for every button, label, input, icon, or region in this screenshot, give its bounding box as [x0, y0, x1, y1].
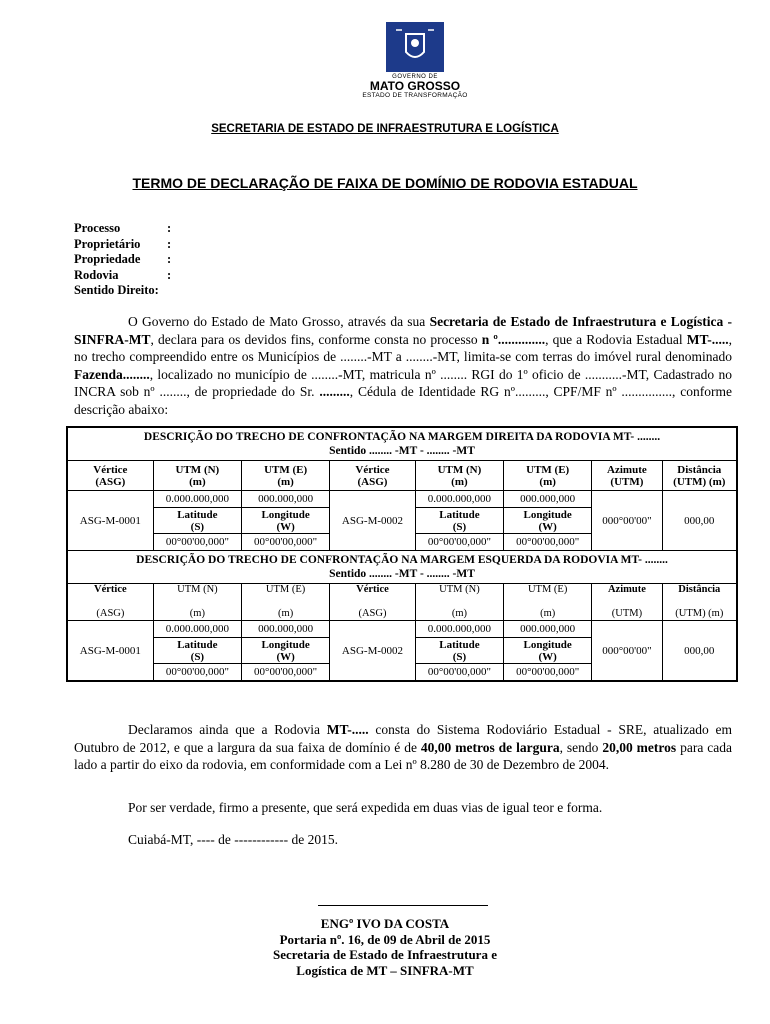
longitude-cell [504, 638, 592, 664]
th: Distância [677, 463, 722, 476]
th: (m) [189, 608, 205, 619]
col-distancia [662, 461, 737, 491]
declaration-paragraph [74, 313, 732, 418]
latitude-cell [415, 638, 503, 664]
coord-cell: 00°00'00,000" [153, 664, 241, 682]
th: (ASG) [358, 608, 387, 619]
cell-text: Latitude [177, 508, 218, 521]
field-processo [74, 221, 171, 237]
latitude-cell [415, 508, 503, 534]
cell-text: (W) [276, 650, 295, 663]
right-margin-header [67, 427, 737, 461]
logo-name: MATO GROSSO [369, 79, 461, 93]
field-sep: : [167, 236, 172, 251]
latitude-cell [153, 508, 241, 534]
col-utm-e [504, 461, 592, 491]
text: Declaramos ainda que a Rodovia [128, 722, 327, 737]
th: (m) [451, 608, 468, 619]
th: (UTM) (m) [673, 475, 726, 488]
closing-paragraph: Por ser verdade, firmo a presente, que será expedida em duas vias de igual teor e forma. [128, 800, 603, 815]
text: para cada lado a partir do eixo da rodovia, em conformidade com a Lei nº 8.280 de 30 de Dezembro de 2004. [74, 739, 732, 772]
field-propriedade [74, 252, 171, 268]
coord-cell: 00°00'00,000" [242, 534, 330, 551]
text: consta do Sistema Rodoviário Estadual - SRE, atualizado em Outubro de 2012, e que a largura da sua faixa de domínio é de [74, 722, 733, 755]
text-bold: Secretaria de Estado de Infraestrutura e Logística - SINFRA-MT [74, 314, 733, 347]
vertice-cell: ASG-M-0001 [67, 491, 153, 551]
text: , sendo [559, 739, 603, 755]
th: Distância [678, 584, 721, 595]
azimute-cell: 000°00'00" [592, 491, 662, 551]
text: , Cédula de Identidade RG nº........., CPF/MF nº ..............., conforme descrição abaixo: [74, 384, 732, 417]
distancia-cell: 000,00 [662, 621, 737, 682]
table-sentido: Sentido ........ -MT - ........ -MT [329, 445, 475, 457]
th: (ASG) [357, 475, 388, 488]
signer-name: ENGº IVO DA COSTA [320, 916, 450, 931]
th: (m) [189, 475, 206, 488]
signer-portaria: Portaria nº. 16, de 09 de Abril de 2015 [279, 931, 491, 947]
col-vertice [330, 584, 416, 621]
utm-cell: 0.000.000,000 [153, 491, 241, 508]
text: , localizado no município de ........-MT, matricula nº ........ RGI do 1º oficio de ...........-MT, Cadastrado no INCRA sob nº ........, de propriedade do Sr. [74, 366, 732, 399]
vertice-cell: ASG-M-0002 [330, 491, 416, 551]
text-bold: 40,00 metros de largura [420, 739, 560, 755]
cell-text: Longitude [261, 638, 310, 651]
cell-text: Latitude [177, 638, 218, 651]
coord-cell: 00°00'00,000" [242, 664, 330, 682]
text-bold: MT-..... [686, 331, 729, 347]
coord-cell: 00°00'00,000" [415, 534, 503, 551]
col-azimute [592, 461, 662, 491]
field-label: Rodovia [74, 267, 119, 282]
cell-text: (S) [452, 650, 467, 663]
col-utm-n [153, 584, 241, 621]
longitude-cell [242, 508, 330, 534]
col-utm-n [415, 461, 503, 491]
vertice-cell: ASG-M-0001 [67, 621, 153, 682]
secretaria-heading: SECRETARIA DE ESTADO DE INFRAESTRUTURA E LOGÍSTICA [211, 123, 559, 135]
field-label: Propriedade [74, 252, 141, 267]
vertice-cell: ASG-M-0002 [330, 621, 416, 682]
signature-block [0, 916, 770, 978]
document-title: TERMO DE DECLARAÇÃO DE FAIXA DE DOMÍNIO DE RODOVIA ESTADUAL [132, 175, 638, 191]
col-utm-n [415, 584, 503, 621]
th: UTM (N) [177, 584, 218, 595]
field-sep: : [167, 267, 172, 282]
col-vertice [67, 461, 153, 491]
table-title: DESCRIÇÃO DO TRECHO DE CONFRONTAÇÃO NA MARGEM DIREITA DA RODOVIA MT- ........ [143, 431, 661, 443]
cell-text: (S) [190, 520, 205, 533]
azimute-cell: 000°00'00" [592, 621, 662, 682]
longitude-cell [242, 638, 330, 664]
cell-text: (W) [538, 650, 557, 663]
cell-text: Latitude [439, 638, 480, 651]
th: UTM (N) [175, 463, 220, 476]
signature-line [318, 905, 488, 906]
left-margin-header [67, 551, 737, 584]
coord-cell: 00°00'00,000" [415, 664, 503, 682]
coord-cell: 00°00'00,000" [504, 534, 592, 551]
th: Vértice [93, 463, 128, 476]
th: Azimute [607, 463, 647, 476]
date-line: Cuiabá-MT, ---- de ------------ de 2015. [128, 832, 339, 847]
logo-small-text: GOVERNO DE [392, 74, 438, 80]
logo-subtitle: ESTADO DE TRANSFORMAÇÃO [362, 92, 468, 99]
text: O Governo do Estado de Mato Grosso, através da sua [128, 314, 430, 329]
text-bold: 20,00 metros [602, 739, 677, 755]
coord-cell: 00°00'00,000" [153, 534, 241, 551]
th: (m) [277, 475, 294, 488]
col-distancia [662, 584, 737, 621]
th: (UTM) [611, 608, 643, 619]
th: UTM (E) [265, 584, 306, 595]
col-azimute [592, 584, 662, 621]
text: , declara para os devidos fins, conforme consta no processo [150, 331, 482, 347]
field-rodovia [74, 268, 171, 284]
th: (ASG) [96, 608, 125, 619]
col-utm-e [242, 461, 330, 491]
col-vertice [67, 584, 153, 621]
th: (UTM) (m) [675, 608, 724, 619]
field-label: Proprietário [74, 236, 141, 251]
table-sentido: Sentido ........ -MT - ........ -MT [329, 568, 475, 580]
th: (m) [451, 475, 468, 488]
th: (UTM) [610, 475, 644, 488]
field-label: Sentido Direito: [74, 283, 159, 298]
longitude-cell [504, 508, 592, 534]
utm-cell: 000.000,000 [504, 621, 592, 638]
distancia-cell: 000,00 [662, 491, 737, 551]
text-bold: ......... [319, 384, 350, 399]
header-fields [74, 221, 171, 299]
utm-cell: 0.000.000,000 [153, 621, 241, 638]
field-sep: : [167, 252, 172, 267]
width-paragraph [74, 721, 732, 774]
cell-text: (W) [276, 520, 295, 533]
field-proprietario [74, 237, 171, 253]
field-sep: : [167, 221, 172, 235]
th: UTM (E) [264, 463, 308, 476]
col-utm-e [242, 584, 330, 621]
col-utm-e [504, 584, 592, 621]
th: UTM (N) [437, 463, 482, 476]
cell-text: (W) [538, 520, 557, 533]
cell-text: Longitude [523, 508, 572, 521]
cell-text: Longitude [261, 508, 310, 521]
signer-org-line2: Logística de MT – SINFRA-MT [296, 962, 474, 978]
text-bold: Fazenda........ [74, 366, 150, 382]
th: Vértice [356, 584, 389, 595]
th: Vértice [355, 463, 390, 476]
signer-org-line1: Secretaria de Estado de Infraestrutura e [273, 947, 497, 962]
th: (ASG) [95, 475, 126, 488]
field-sentido [74, 283, 171, 299]
latitude-cell [153, 638, 241, 664]
th: UTM (N) [439, 584, 480, 595]
utm-cell: 000.000,000 [242, 491, 330, 508]
th: UTM (E) [526, 463, 570, 476]
utm-cell: 000.000,000 [504, 491, 592, 508]
field-label: Processo [74, 221, 121, 235]
cell-text: Longitude [523, 638, 572, 651]
text: , no trecho compreendido entre os Municípios de ........-MT a ........-MT, limita-se com terras do imóvel rural denominado [74, 331, 732, 364]
confrontation-table [66, 426, 738, 682]
cell-text: (S) [190, 650, 205, 663]
utm-cell: 0.000.000,000 [415, 621, 503, 638]
table-title: DESCRIÇÃO DO TRECHO DE CONFRONTAÇÃO NA MARGEM ESQUERDA DA RODOVIA MT- ........ [136, 554, 668, 566]
coord-cell: 00°00'00,000" [504, 664, 592, 682]
government-logo [355, 22, 475, 99]
cell-text: (S) [452, 520, 467, 533]
th: (m) [539, 475, 556, 488]
th: UTM (E) [527, 584, 568, 595]
utm-cell: 000.000,000 [242, 621, 330, 638]
th: Vértice [94, 584, 127, 595]
th: Azimute [607, 584, 646, 595]
text-bold: MT-..... [326, 722, 369, 737]
text-bold: n º.............. [481, 331, 546, 347]
text: , que a Rodovia Estadual [545, 331, 687, 347]
utm-cell: 0.000.000,000 [415, 491, 503, 508]
cell-text: Latitude [439, 508, 480, 521]
col-utm-n [153, 461, 241, 491]
th: (m) [540, 608, 556, 619]
th: (m) [278, 608, 294, 619]
coat-of-arms-icon [386, 22, 444, 72]
col-vertice [330, 461, 416, 491]
